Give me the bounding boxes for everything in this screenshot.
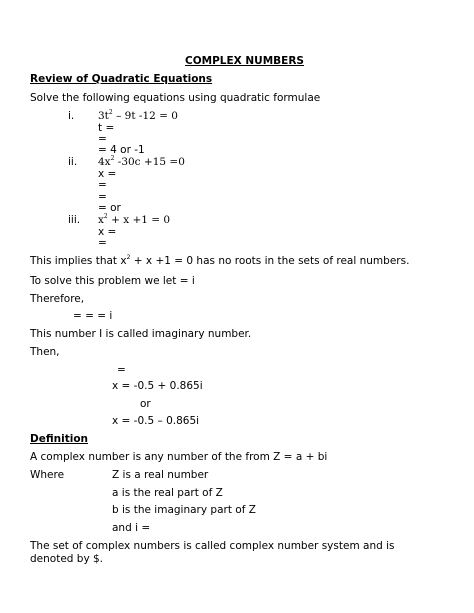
closing-line-1: The set of complex numbers is called complex number system and is <box>30 540 395 552</box>
document-title: COMPLEX NUMBERS <box>185 55 304 67</box>
closing-line-2: denoted by $. <box>30 553 104 565</box>
step: = <box>98 237 107 249</box>
where-item: and i = <box>112 522 151 534</box>
or-text: or <box>140 398 151 410</box>
where-item: a is the real part of Z <box>112 487 223 499</box>
imaginary-text: This number I is called imaginary number. <box>30 328 252 340</box>
where-label: Where <box>30 469 65 481</box>
item-label: i. <box>68 110 75 122</box>
step: = <box>98 179 107 191</box>
item-label: iii. <box>68 214 81 226</box>
where-item: Z is a real number <box>112 469 209 481</box>
step: = 4 or -1 <box>98 144 145 156</box>
then-equation: = <box>117 364 126 376</box>
step: x = <box>98 226 117 238</box>
section-heading-quadratic: Review of Quadratic Equations <box>30 73 213 85</box>
solution-2: x = -0.5 – 0.865i <box>112 415 200 427</box>
definition-heading: Definition <box>30 433 89 445</box>
step: = <box>98 191 107 203</box>
implies-text: This implies that $x^2 + x +1 = 0$ has no roots in the sets of real numbers. <box>30 254 410 267</box>
step: x = <box>98 168 117 180</box>
step: t = <box>98 122 115 134</box>
solution-1: x = -0.5 + 0.865i <box>112 380 203 392</box>
item-label: ii. <box>68 156 78 168</box>
therefore-text: Therefore, <box>30 293 85 305</box>
step: = <box>98 133 107 145</box>
step: = or <box>98 202 121 214</box>
where-item: b is the imaginary part of Z <box>112 504 256 516</box>
definition-text: A complex number is any number of the from Z = a + bi <box>30 451 328 463</box>
equation: $3t^2 - 9t$ -12 = 0 <box>98 109 178 122</box>
instruction-text: Solve the following equations using quadratic formulae <box>30 92 321 104</box>
equation: $4x^2$ -30c +15 =0 <box>98 155 185 168</box>
then-text: Then, <box>30 346 60 358</box>
equation: $x^2 + x +1 = 0$ <box>98 213 171 226</box>
equation-line: = = = i <box>73 310 113 322</box>
to-solve-text: To solve this problem we let = i <box>30 275 195 287</box>
